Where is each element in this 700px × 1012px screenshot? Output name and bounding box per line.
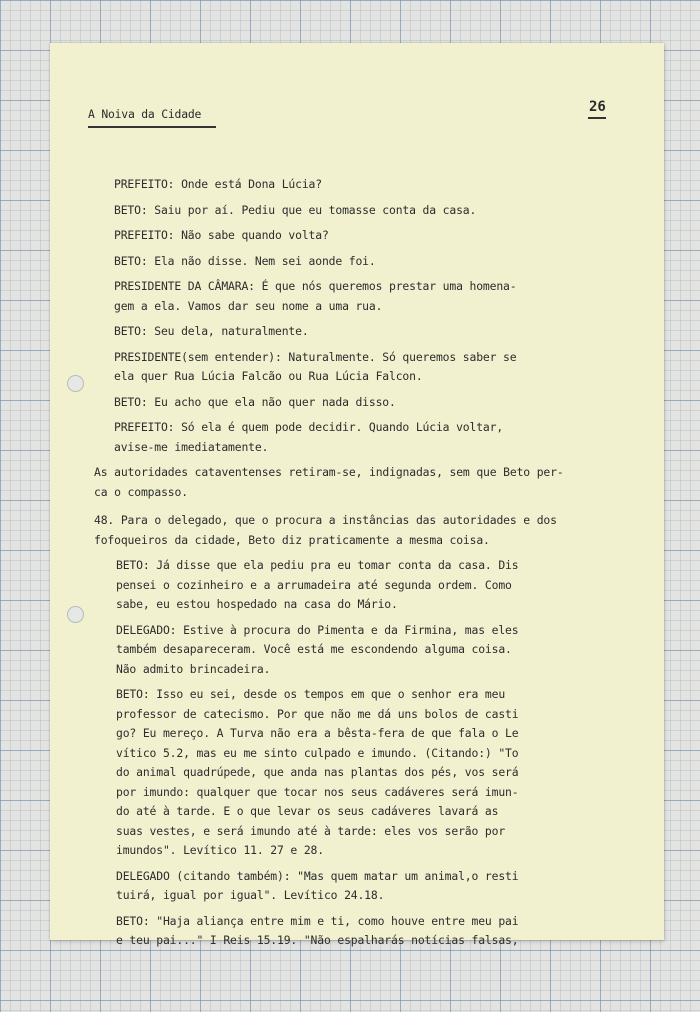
text-line: BETO: Isso eu sei, desde os tempos em que o senhor era meu [116,687,506,701]
text-line: imundos". Levítico 11. 27 e 28. [116,843,324,857]
dialogue-line [50,201,664,221]
text-line: PREFEITO: Não sabe quando volta? [114,228,329,242]
script-body [50,175,664,951]
dialogue-line [50,393,664,413]
text-line: pensei o cozinheiro e a arrumadeira até segunda ordem. Como [116,577,512,592]
text-line: go? Eu mereço. A Turva não era a bêsta-fera de que fala o Le [116,726,519,740]
text-line: BETO: Eu acho que ela não quer nada disso. [114,394,396,409]
text-line: Não admito brincadeira. [116,661,271,676]
title-underline [88,126,216,128]
stage-direction [50,463,664,502]
text-line: e teu pai..." I Reis 15.19. "Não espalharás notícias falsas, [116,933,519,947]
text-line: do até à tarde. E o que levar os seus cadáveres lavará as [116,804,499,818]
text-line: vítico 5.2, mas eu me sinto culpado e imundo. (Citando:) "To [116,745,519,760]
dialogue-line [50,685,664,861]
text-line: ca o compasso. [94,484,188,499]
text-line: BETO: Seu dela, naturalmente. [114,324,309,338]
dialogue-line [50,348,664,387]
text-line: PRESIDENTE DA CÂMARA: É que nós queremos prestar uma homena- [114,279,517,293]
dialogue-line [50,912,664,951]
text-line: suas vestes, e será imundo até à tarde: eles vos serão por [116,823,506,838]
text-line: avise-me imediatamente. [114,439,269,454]
text-line: professor de catecismo. Por que não me dá uns bolos de casti [116,706,519,721]
text-line: também desapareceram. Você está me escondendo alguma coisa. [116,642,512,656]
typewritten-page [50,43,664,947]
dialogue-line [50,322,664,342]
text-line: BETO: Saiu por aí. Pediu que eu tomasse conta da casa. [114,202,477,217]
text-line: BETO: Já disse que ela pediu pra eu tomar conta da casa. Dis [116,558,519,572]
text-line: PREFEITO: Só ela é quem pode decidir. Quando Lúcia voltar, [114,420,504,434]
dialogue-line [50,418,664,457]
page-number-underline [588,117,606,119]
running-title: A Noiva da Cidade [88,107,202,121]
text-line: BETO: Ela não disse. Nem sei aonde foi. [114,253,376,268]
text-line: gem a ela. Vamos dar seu nome a uma rua. [114,298,383,313]
text-line: BETO: "Haja aliança entre mim e ti, como houve entre meu pai [116,913,519,928]
dialogue-line [50,621,664,680]
dialogue-line [50,252,664,272]
text-line: tuirá, igual por igual". Levítico 24.18. [116,888,385,902]
text-line: 48. Para o delegado, que o procura a instâncias das autoridades e dos [94,513,557,527]
text-line: sabe, eu estou hospedado na casa do Mário. [116,597,398,611]
dialogue-line [50,277,664,316]
text-line: PREFEITO: Onde está Dona Lúcia? [114,177,322,191]
text-line: por imundo: qualquer que tocar nos seus cadáveres será imun- [116,784,519,799]
text-line: ela quer Rua Lúcia Falcão ou Rua Lúcia Falcon. [114,369,423,383]
text-line: DELEGADO (citando também): "Mas quem matar um animal,o resti [116,868,519,883]
dialogue-line [50,226,664,246]
text-line: DELEGADO: Estive à procura do Pimenta e da Firmina, mas eles [116,622,519,637]
text-line: As autoridades cataventenses retiram-se, indignadas, sem que Beto per- [94,465,564,479]
dialogue-line [50,556,664,615]
text-line: PRESIDENTE(sem entender): Naturalmente. Só queremos saber se [114,349,517,364]
page-number: 26 [589,99,606,115]
dialogue-line [50,867,664,906]
scene-heading [50,511,664,550]
text-line: fofoqueiros da cidade, Beto diz praticamente a mesma coisa. [94,532,490,547]
text-line: do animal quadrúpede, que anda nas plantas dos pés, vos será [116,765,519,779]
dialogue-line [50,175,664,195]
